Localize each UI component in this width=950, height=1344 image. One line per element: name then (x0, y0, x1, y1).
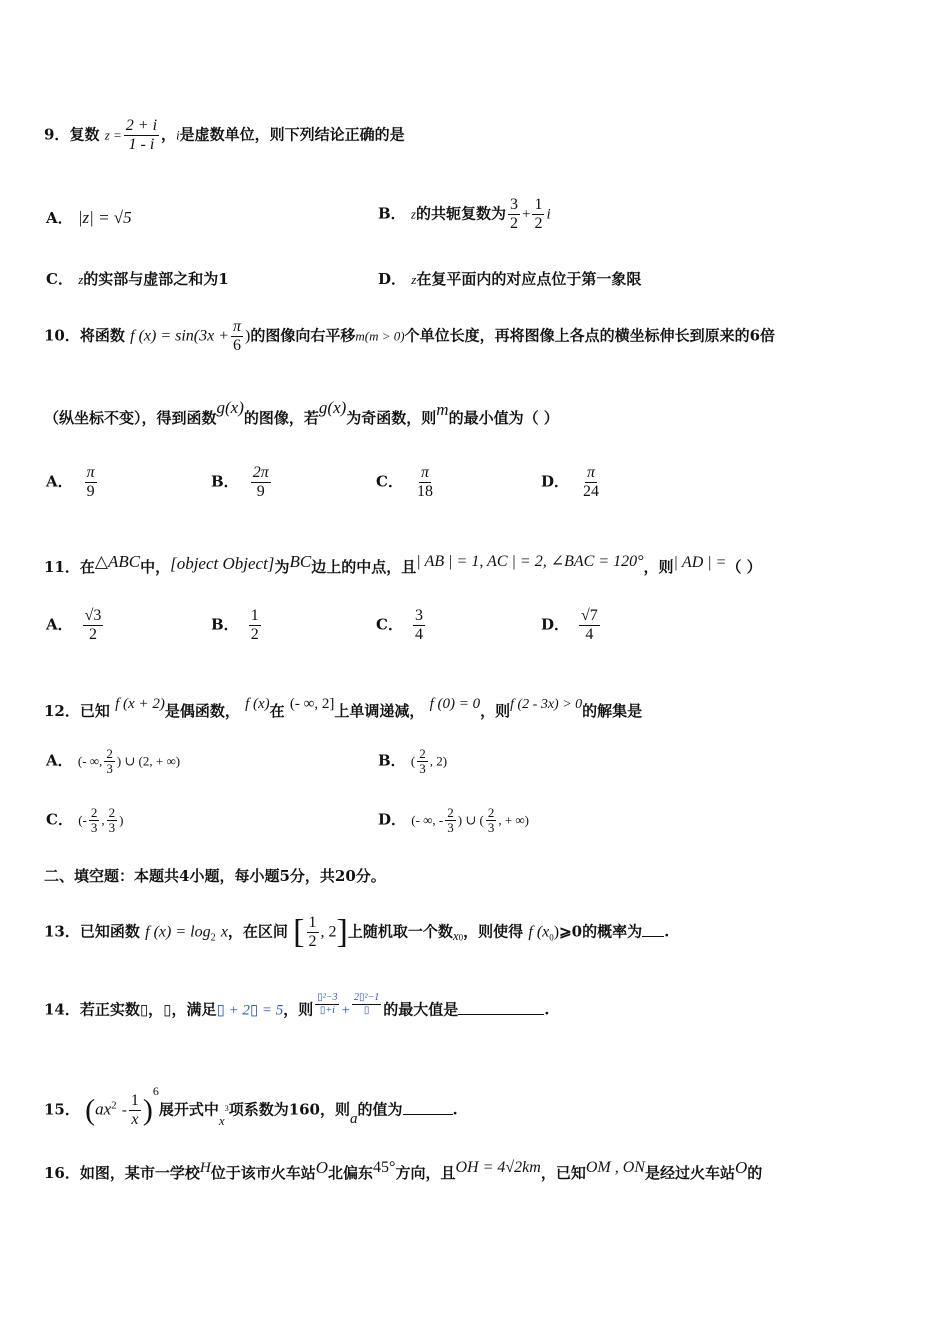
q12-option-c: C． (- $\frac{2}{3}$ , $\frac{2}{3}$ ) (46, 805, 124, 835)
q16-stem: 16．如图，某市一学校H位于该市火车站O北偏东45°方向，且OH = 4√2km，已知OM , ON是经过火车站O的 (44, 1158, 763, 1182)
q10-option-d: D． $\frac{\pi}{24}$ (541, 464, 600, 500)
q12-option-b: B． ( $\frac{2}{3}$ , 2) (378, 746, 448, 776)
q12-option-d: D． (- ∞, - $\frac{2}{3}$ ) ∪ ( $\frac{2}{3}$ , + ∞) (378, 805, 530, 835)
q10-stem-line1: 10．将函数 f (x) = sin(3x + $\frac{\pi}{6}$ )的图像向右平移m(m > 0)个单位长度，再将图像上各点的横坐标伸长到原来的6倍 (44, 318, 776, 354)
q13-answer-blank[interactable] (642, 922, 664, 937)
q10-stem-line2: （纵坐标不变），得到函数g(x)的图像，若g(x)为奇函数，则m的最小值为（ ） (44, 398, 559, 427)
q9-option-d: D． z在复平面内的对应点位于第一象限 (378, 270, 642, 288)
q9-option-b: B． z的共轭复数为 $\frac{3}{2}$ + $\frac{1}{2}$ i (378, 196, 551, 232)
q12-stem: 12．已知 f (x + 2)是偶函数， f (x)在 (- ∞, 2]上单调递减， f (0) = 0，则f (2 - 3x) > 0的解集是 (44, 696, 643, 720)
q9-option-a: A． |z| = √5 (46, 208, 132, 227)
q11-stem: 11．在△ABC中，[object Object]为BC边上的中点，且| AB | = 1, AC | = 2, ∠BAC = 120°，则| AD | =（ ） (44, 552, 762, 576)
q13-stem: 13．已知函数 f $(x) = \log_2 x$，在区间 [ $\frac{1}{2}$ , 2]上随机取一个数$x_0$，则使得 f $(x_0)⩾0$的概率为 . (44, 913, 670, 951)
q11-option-b: B． $\frac{1}{2}$ (211, 607, 259, 643)
q10-option-b: B． $\frac{2\pi}{9}$ (211, 464, 269, 500)
q10-option-a: A． $\frac{\pi}{9}$ (46, 464, 95, 500)
q14-stem: 14．若正实数▯，▯，满足▯ + 2▯ = 5，则 $\frac{\text{▯²−3}}{▯+i}$ + $\frac{\text{2▯²−1}}{▯}$ 的最大值是 . (44, 992, 550, 1019)
q15-stem: 15． ($ax^2$ - $\frac{1}{x}$ )$^6$展开式中$x^3$项系数为160，则a的值为 . (44, 1083, 458, 1128)
q10-option-c: C． $\frac{\pi}{18}$ (376, 464, 433, 500)
q11-option-c: C． $\frac{3}{4}$ (376, 607, 423, 643)
section-heading-fill-in: 二、填空题：本题共4小题，每小题5分，共20分。 (44, 867, 386, 885)
q9-fraction: $\frac{2 + i}{1 - i}$ (125, 117, 158, 153)
q12-option-a: A． (- ∞, $\frac{2}{3}$ ) ∪ (2, + ∞) (46, 746, 181, 776)
q14-answer-blank[interactable] (458, 1000, 544, 1015)
q9-option-c: C． z的实部与虚部之和为1 (46, 270, 229, 288)
q15-answer-blank[interactable] (403, 1100, 453, 1115)
q11-option-d: D． $\frac{√7}{4}$ (541, 607, 598, 643)
q9-stem: 9．复数 z = $\frac{2 + i}{1 - i}$ ，i是虚数单位，则下列结论正确的是 (44, 117, 405, 153)
q11-option-a: A． $\frac{√3}{2}$ (46, 607, 102, 643)
